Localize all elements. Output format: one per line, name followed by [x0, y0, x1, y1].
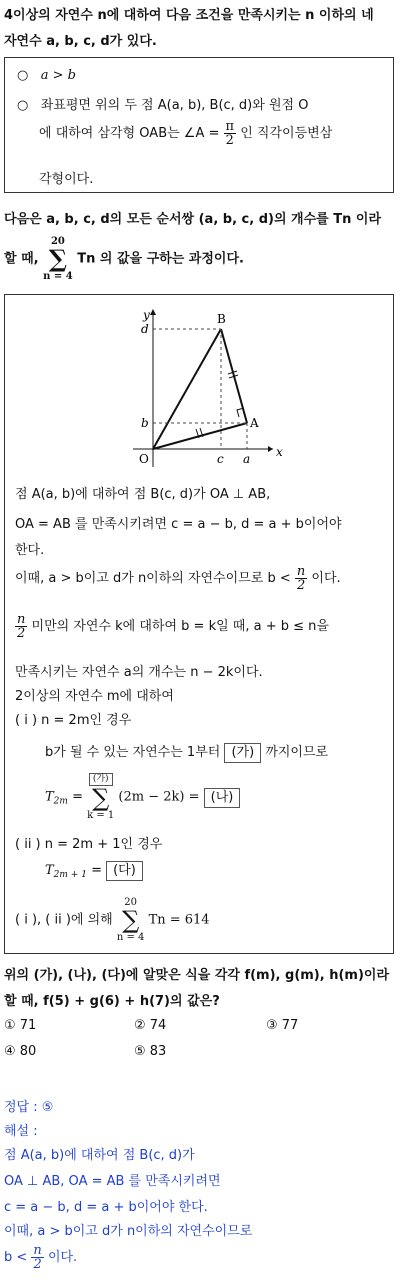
condition-box	[4, 57, 394, 193]
conclusion-line: ( i ), ( ii )에 의해 20 ∑ n = 4 Tn = 614	[15, 897, 210, 943]
n-over-2-fraction: $\frac{n}{2}$	[296, 564, 306, 593]
explanation-line-2: OA ⊥ AB, OA = AB 를 만족시키려면	[4, 1174, 221, 1189]
explanation-line-1: 점 A(a, b)에 대하여 점 B(c, d)가	[4, 1148, 195, 1163]
condition-2-line-2: 에 대하여 삼각형 OAB는 ∠A = $\frac{\pi}{2}$ 인 직각이등변삼	[39, 119, 333, 148]
point-label-A: A	[250, 416, 259, 430]
tick-label-a: a	[243, 452, 251, 466]
condition-2-line-3: 각형이다.	[39, 172, 94, 187]
choice-3[interactable]: ③ 77	[266, 1018, 299, 1033]
choice-1[interactable]: ① 71	[4, 1018, 37, 1033]
summation-symbol: (가) ∑ k = 1	[87, 774, 115, 821]
ask-line-2: 할 때, f(5) + g(6) + h(7)의 값은?	[4, 994, 220, 1009]
ask-line-1: 위의 (가), (나), (다)에 알맞은 식을 각각 f(m), g(m), h(m)이라	[4, 968, 390, 983]
x-axis-arrow-icon	[268, 446, 273, 452]
case-1-heading: ( i ) n = 2m인 경우	[15, 713, 132, 728]
tick-label-b: b	[141, 416, 149, 430]
answer-line: 정답 : ⑤	[4, 1100, 54, 1115]
explanation-line-5: b < $\frac{n}{2}$ 이다.	[4, 1243, 78, 1272]
explanation-line-3: c = a − b, d = a + b이어야 한다.	[4, 1200, 208, 1215]
condition-2: ○ 좌표평면 위의 두 점 A(a, b), B(c, d)와 원점 O	[17, 98, 309, 113]
bullet-icon: ○	[17, 98, 29, 113]
solution-line-6: 만족시키는 자연수 a의 개수는 n − 2k이다.	[15, 665, 263, 680]
y-axis-arrow-icon	[150, 309, 156, 315]
blank-box-ga: (가)	[224, 743, 261, 763]
n-over-2-fraction: $\frac{n}{2}$	[17, 612, 26, 641]
triangle-figure	[123, 305, 283, 475]
blank-box-na: (나)	[204, 788, 241, 808]
solution-line-2: OA = AB 를 만족시키려면 c = a − b, d = a + b이어야	[15, 517, 342, 532]
y-axis-label: y	[143, 308, 150, 322]
solution-line-4: 이때, a > b이고 d가 n이하의 자연수이므로 b < $\frac{n}{2}$ 이다.	[15, 564, 341, 593]
bullet-icon: ○	[17, 68, 29, 83]
segment-OB	[153, 329, 221, 449]
tick-label-c: c	[217, 452, 224, 466]
explanation-line-4: 이때, a > b이고 d가 n이하의 자연수이므로	[4, 1224, 253, 1239]
solution-line-3: 한다.	[15, 543, 45, 558]
case-2-heading: ( ii ) n = 2m + 1인 경우	[15, 837, 163, 852]
solution-line-5: $\frac{n}{2}$ 미만의 자연수 k에 대하여 b = k일 때, a + b ≤ n을	[17, 612, 329, 641]
pi-over-2-fraction: $\frac{\pi}{2}$	[225, 119, 235, 148]
summation-symbol: 20 ∑ n = 4	[116, 897, 145, 943]
solution-line-7: 2이상의 자연수 m에 대하여	[15, 689, 174, 704]
summation-symbol: 20 ∑ n = 4	[43, 236, 73, 282]
origin-label: O	[139, 452, 149, 466]
case-1-range-line: b가 될 수 있는 자연수는 1부터 (가) 까지이므로	[45, 741, 328, 763]
case-2-formula: $T_{2m + 1}$ = (다)	[45, 861, 143, 881]
choice-4[interactable]: ④ 80	[4, 1044, 37, 1059]
solution-line-1: 점 A(a, b)에 대하여 점 B(c, d)가 OA ⊥ AB,	[15, 487, 271, 502]
case-1-sum-line: $T_{2m}$ = (가) ∑ k = 1 (2m − 2k) = (나)	[45, 773, 240, 821]
condition-1: ○ a > b	[17, 68, 76, 83]
choice-5[interactable]: ⑤ 83	[134, 1044, 167, 1059]
question-line-1: 다음은 a, b, c, d의 모든 순서쌍 (a, b, c, d)의 개수를 Tn 이라	[4, 212, 382, 227]
n-over-2-fraction: $\frac{n}{2}$	[33, 1243, 42, 1272]
choice-2[interactable]: ② 74	[134, 1018, 167, 1033]
point-label-B: B	[217, 312, 226, 326]
intro-line-1: 4이상의 자연수 n에 대하여 다음 조건을 만족시키는 n 이하의 네	[4, 8, 374, 23]
intro-line-2: 자연수 a, b, c, d가 있다.	[4, 34, 157, 49]
blank-box-da: (다)	[106, 861, 143, 881]
segment-OA	[153, 423, 247, 449]
solution-box	[4, 294, 394, 954]
x-axis-label: x	[276, 445, 283, 459]
tick-label-d: d	[141, 322, 149, 336]
question-line-2: 할 때, 20 ∑ n = 4 Tn 의 값을 구하는 과정이다.	[4, 236, 244, 282]
explanation-heading: 해설 :	[4, 1124, 38, 1139]
